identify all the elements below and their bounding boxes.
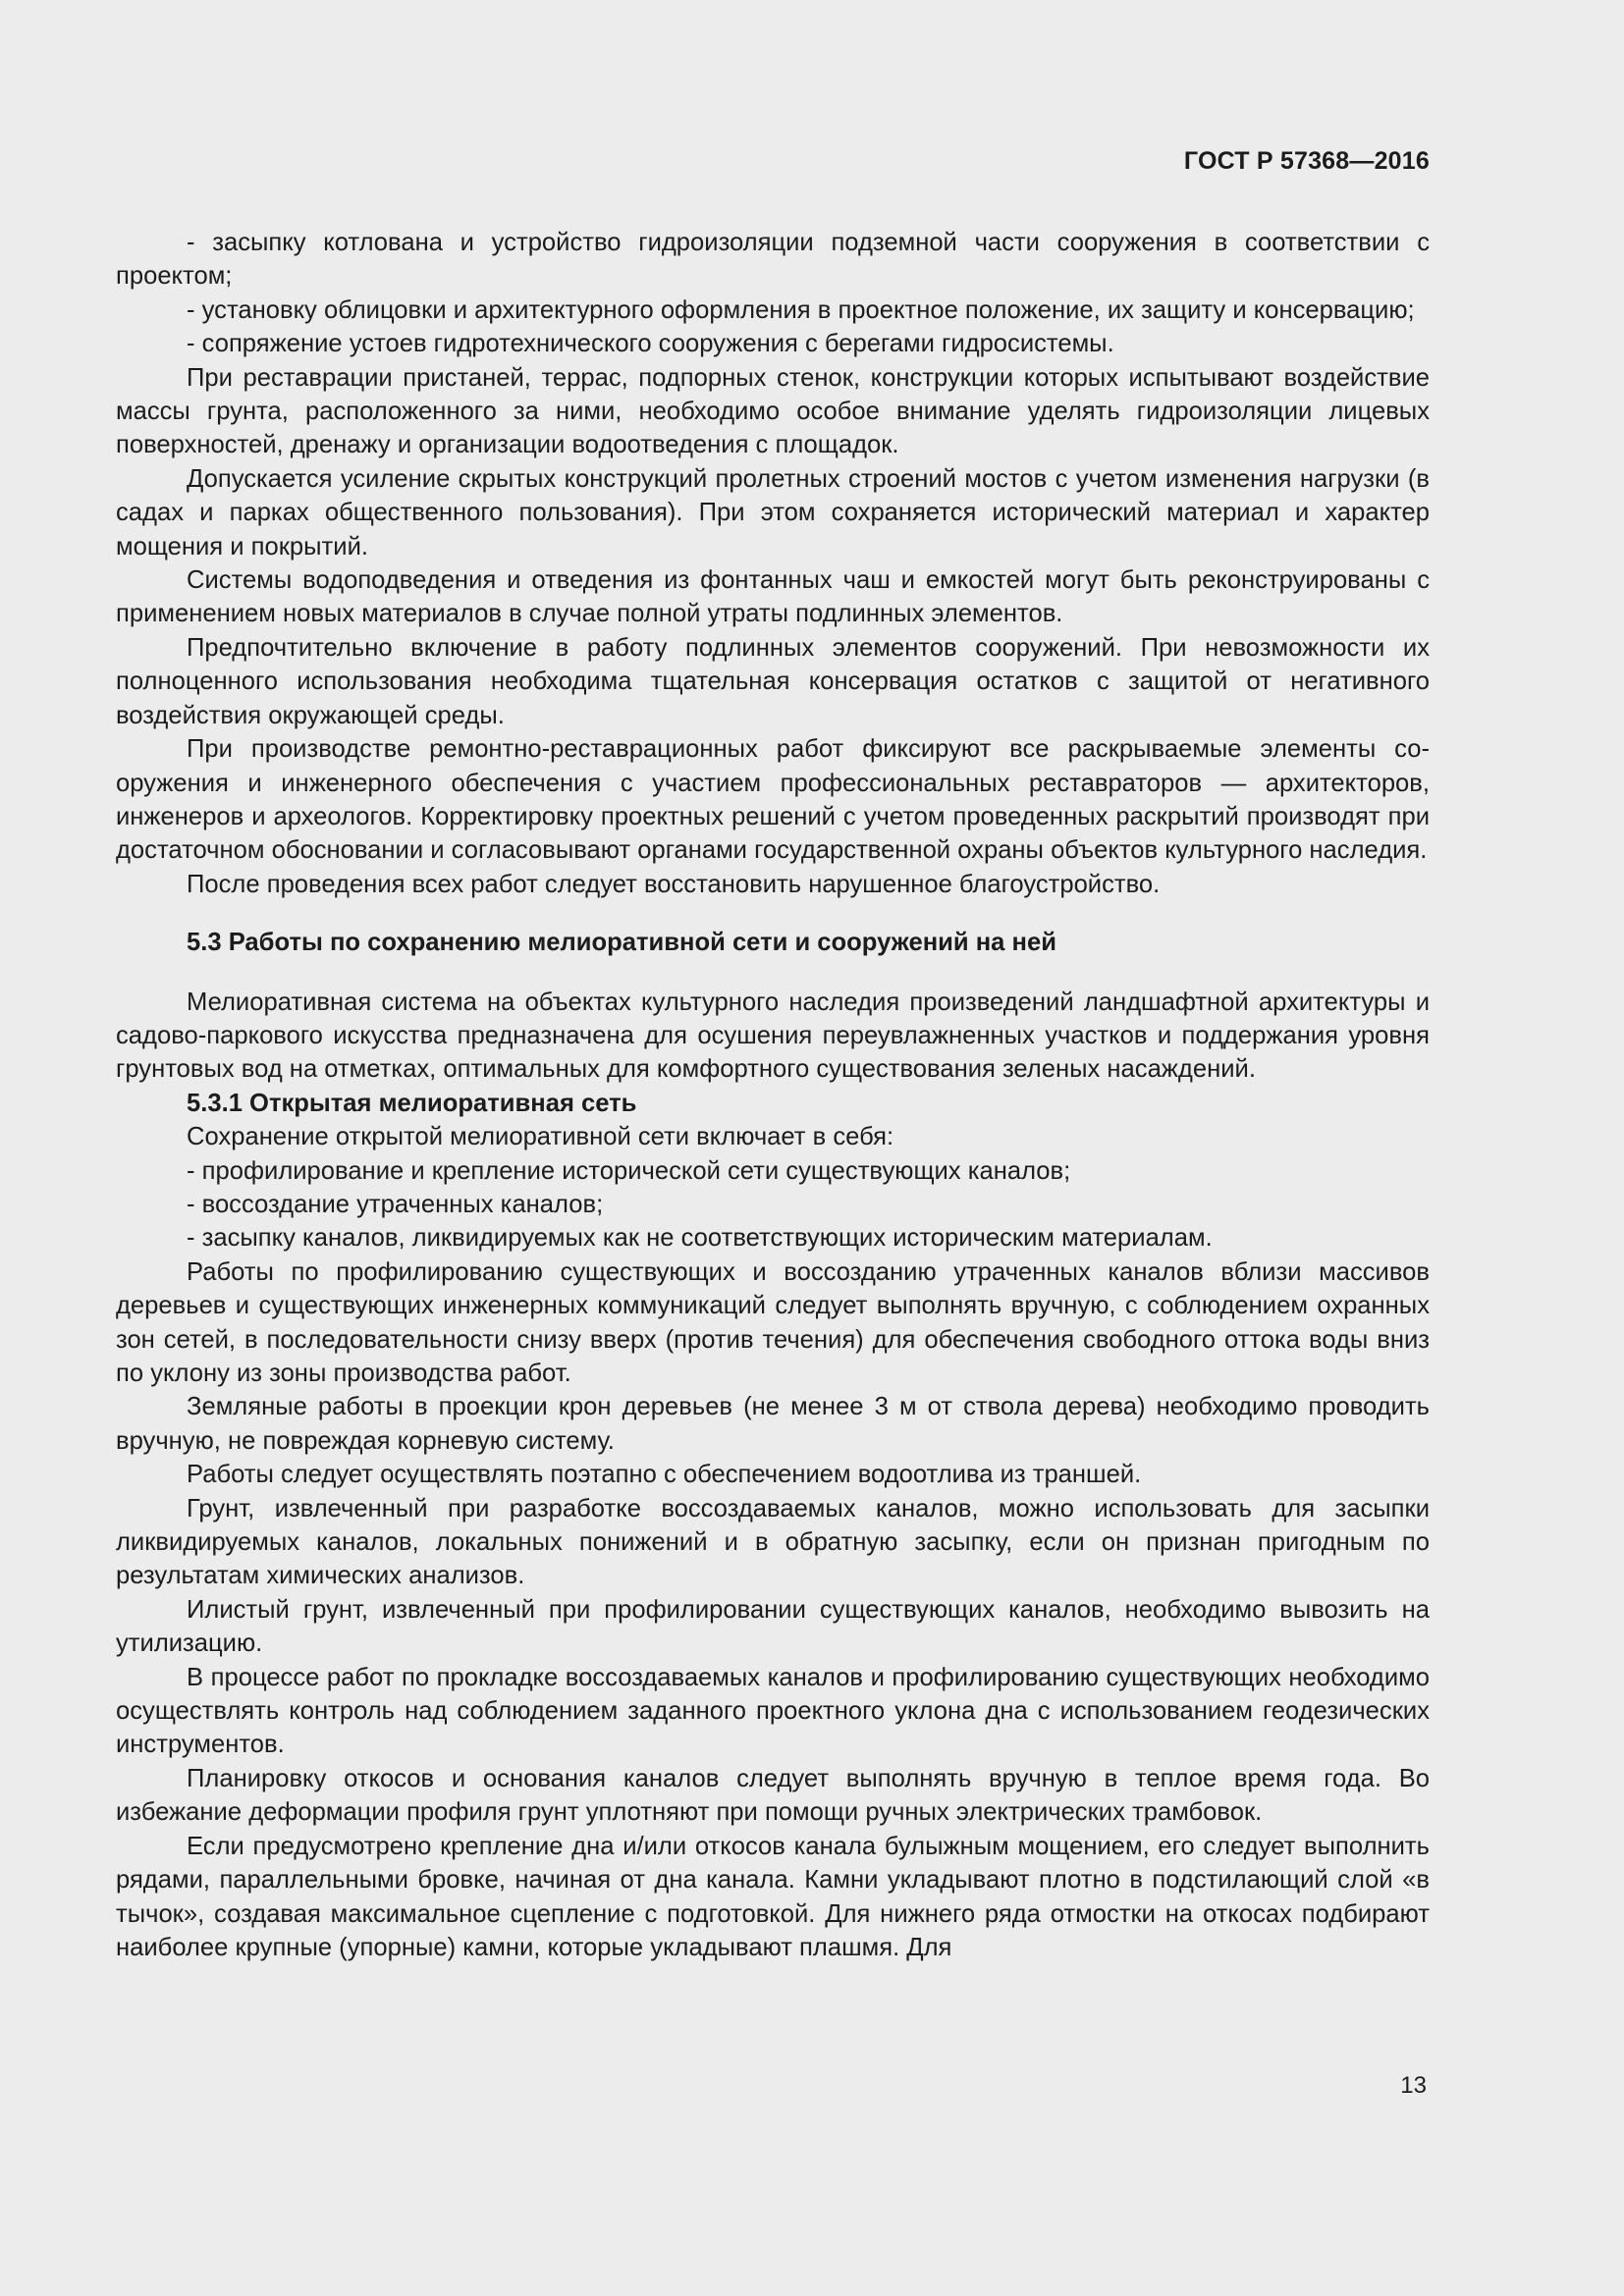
paragraph: Грунт, извлеченный при разработке воссоздаваемых каналов, можно использовать для засыпки ликвидируемых каналов, локальных понижений и в обратную засыпку, если он признан пригодным по результатам химических анализов. xyxy=(116,1494,1430,1590)
paragraph: Сохранение открытой мелиоративной сети включает в себя: xyxy=(187,1123,894,1151)
page-number: 13 xyxy=(1400,2072,1427,2099)
section-heading-5-3: 5.3 Работы по сохранению мелиоративной сети и сооружений на ней xyxy=(187,929,1056,957)
paragraph: Мелиоративная система на объектах культурного наследия произведений ландшафтной архитектуры и садово-паркового искусства предназначена для осушения переувлажненных участков и поддержания уровня грунтовых вод на отметках, оптимальных для комфортного существования зеленых насаждений. xyxy=(116,988,1430,1084)
paragraph: Работы по профилированию существующих и воссозданию утраченных каналов вблизи массивов деревьев и существующих инженерных коммуникаций следует выполнять вручную, с соблюдением охранных зон сетей, в последовательности снизу вверх (против течения) для обеспечения свободного оттока воды вниз по уклону из зоны производства работ. xyxy=(116,1257,1430,1387)
page-header-standard-code: ГОСТ Р 57368—2016 xyxy=(1183,147,1430,175)
paragraph: Если предусмотрено крепление дна и/или откосов канала булыжным мощением, его следует выполнить рядами, параллельными бровке, начиная от дна канала. Камни укладывают плотно в подстилающий слой «в тычок», создавая максимальное сцепление с подготовкой. Для нижнего ряда отмостки на откосах подбирают наиболее крупные (упорные) камни, которые укладывают плашмя. Для xyxy=(116,1832,1430,1961)
document-body xyxy=(116,226,1430,1964)
paragraph: - сопряжение устоев гидротехнического сооружения с берегами гидросистемы. xyxy=(187,330,1114,358)
paragraph: При производстве ремонтно-реставрационных работ фиксируют все раскрываемые элементы сооружения и инженерного обеспечения с участием профессиональных реставраторов — архитекторов, инженеров и археологов. Корректировку проектных решений с учетом проведенных раскрытий производят при достаточном обосновании и согласовывают органами государственной охраны объектов культурного наследия. xyxy=(116,735,1430,865)
paragraph: Системы водоподведения и отведения из фонтанных чаш и емкостей могут быть реконструированы с применением новых материалов в случае полной утраты подлинных элементов. xyxy=(116,566,1430,628)
paragraph: - установку облицовки и архитектурного оформления в проектное положение, их защиту и консервацию; xyxy=(187,295,1415,324)
list-item: - воссоздание утраченных каналов; xyxy=(187,1190,604,1218)
paragraph: Земляные работы в проекции крон деревьев (не менее 3 м от ствола дерева) необходимо проводить вручную, не повреждая корневую систему. xyxy=(116,1393,1430,1455)
paragraph: Планировку откосов и основания каналов следует выполнять вручную в теплое время года. Во избежание деформации профиля грунт уплотняют при помощи ручных электрических трамбовок. xyxy=(116,1764,1430,1827)
paragraph: Илистый грунт, извлеченный при профилировании существующих каналов, необходимо вывозить на утилизацию. xyxy=(116,1595,1430,1658)
paragraph: После проведения всех работ следует восстановить нарушенное благоустройство. xyxy=(187,870,1161,898)
paragraph: При реставрации пристаней, террас, подпорных стенок, конструкции которых испытывают воздействие массы грунта, расположенного за ними, необходимо особое внимание уделять гидроизоляции лицевых поверхностей, дренажу и организации водоотведения с площадок. xyxy=(116,363,1430,459)
paragraph: Работы следует осуществлять поэтапно с обеспечением водоотлива из траншей. xyxy=(187,1461,1142,1489)
section-heading-5-3-1: 5.3.1 Открытая мелиоративная сеть xyxy=(187,1089,637,1117)
paragraph: - засыпку котлована и устройство гидроизоляции подземной части сооружения в соответствии с проектом; xyxy=(116,229,1430,291)
list-item: - профилирование и крепление исторической сети существующих каналов; xyxy=(187,1156,1071,1185)
paragraph: В процессе работ по прокладке воссоздаваемых каналов и профилированию существующих необходимо осуществлять контроль над соблюдением заданного проектного уклона дна с использованием геодезических инструментов. xyxy=(116,1663,1430,1759)
paragraph: Допускается усиление скрытых конструкций пролетных строений мостов с учетом изменения нагрузки (в садах и парках общественного пользования). При этом сохраняется исторический материал и характер мощения и покрытий. xyxy=(116,464,1430,561)
list-item: - засыпку каналов, ликвидируемых как не соответствующих историческим материалам. xyxy=(187,1224,1213,1253)
paragraph: Предпочтительно включение в работу подлинных элементов сооружений. При невозможности их полноценного использования необходима тщательная консервация остатков с защитой от негативного воздействия окружающей среды. xyxy=(116,633,1430,729)
